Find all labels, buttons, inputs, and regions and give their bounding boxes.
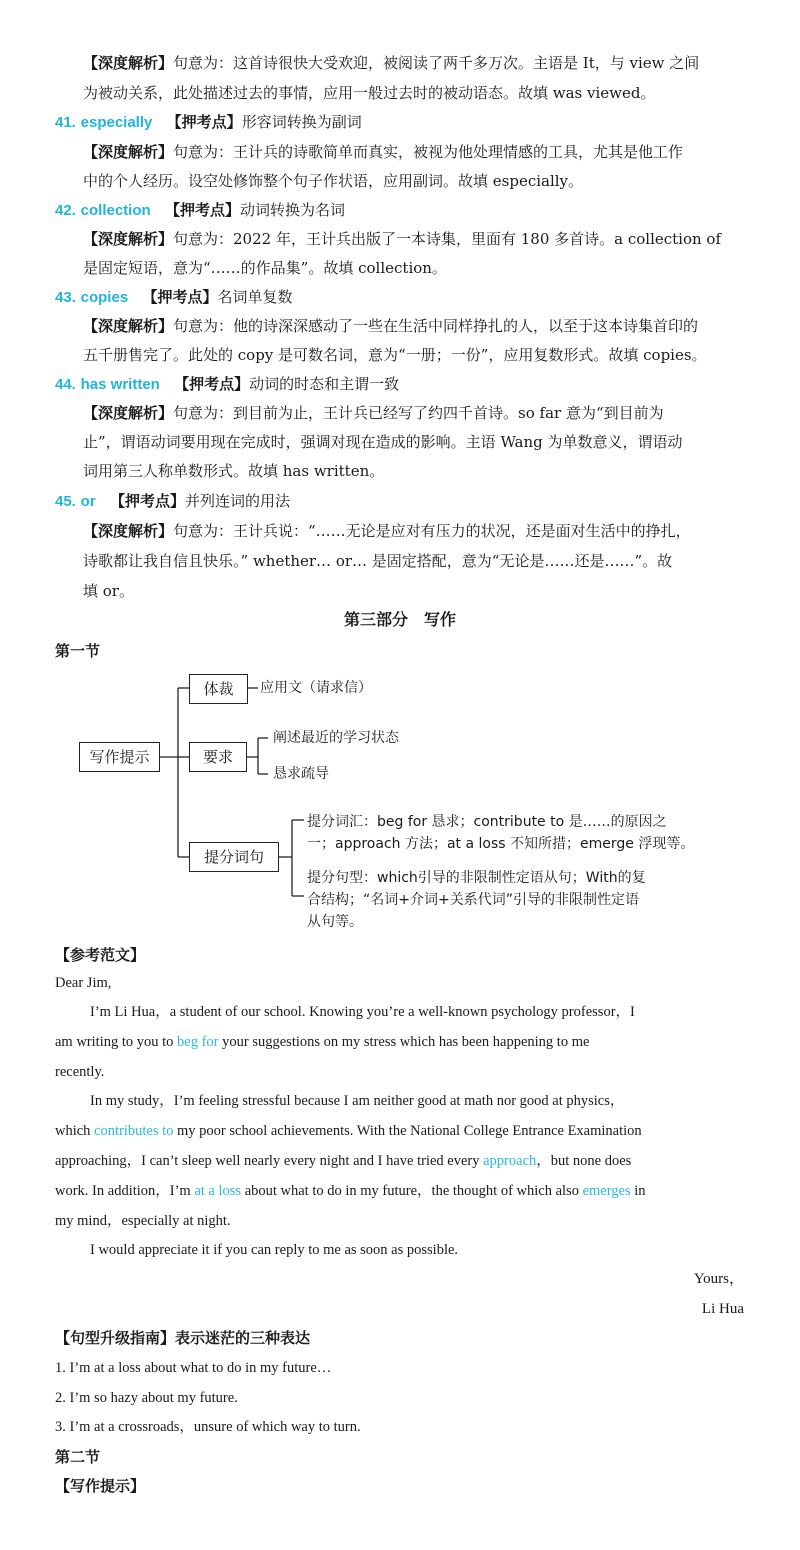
highlight-emerges: emerges (582, 1183, 631, 1199)
item-40-analysis: 【深度解析】句意为：这首诗很快大受欢迎，被阅读了两千多万次。主语是 It，与 view 之间 (83, 54, 700, 72)
diagram-req-box: 要求 (189, 742, 247, 772)
item-40-analysis-line2: 为被动关系，此处描述过去的事情，应用一般过去时的被动语态。故填 was viewed。 (83, 84, 656, 102)
item-44-analysis-line2: 止”，谓语动词要用现在完成时，强调对现在造成的影响。主语 Wang 为单数意义，谓语动 (83, 433, 683, 451)
item-43-analysis: 【深度解析】句意为：他的诗深深感动了一些在生活中同样挣扎的人，以至于这本诗集首印的 (83, 317, 699, 335)
letter-p2-line1: In my study，I’m feeling stressful because I am neither good at math nor good at physics， (90, 1093, 625, 1109)
sample-label: 【参考范文】 (55, 946, 146, 964)
letter-greeting: Dear Jim, (55, 975, 112, 991)
item-42-analysis-line2: 是固定短语，意为“……的作品集”。故填 collection。 (83, 259, 447, 277)
item-45-analysis: 【深度解析】句意为：王计兵说：“……无论是应对有压力的状况，还是面对生活中的挣扎， (83, 522, 691, 540)
item-41-header: 41. especially 【押考点】形容词转换为副词 (55, 113, 362, 131)
letter-p3: I would appreciate it if you can reply to me as soon as possible. (90, 1242, 459, 1258)
item-43-header: 43. copies 【押考点】名词单复数 (55, 288, 293, 306)
guide-heading: 【句型升级指南】表示迷茫的三种表达 (55, 1329, 311, 1347)
item-41-analysis-line2: 中的个人经历。设空处修饰整个句子作状语，应用副词。故填 especially。 (83, 172, 584, 190)
item-44-analysis-line3: 词用第三人称单数形式。故填 has written。 (83, 462, 385, 480)
item-45-header: 45. or 【押考点】并列连词的用法 (55, 492, 290, 510)
letter-p1-line2: am writing to you to beg for your suggestions on my stress which has been happening to me (55, 1034, 590, 1050)
writing-tips-label: 【写作提示】 (55, 1477, 146, 1495)
letter-p2-line3: approaching，I can’t sleep well nearly every night and I have tried every approach，but none does (55, 1153, 632, 1169)
guide-sentence-3: 3. I’m at a crossroads，unsure of which way to turn. (55, 1419, 361, 1435)
section-1-heading: 第一节 (55, 642, 101, 660)
highlight-at-a-loss: at a loss (194, 1183, 242, 1199)
diagram-req-1: 阐述最近的学习状态 (273, 730, 399, 746)
diagram-vocab-line1: 提分词汇：beg for 恳求；contribute to 是……的原因之 (307, 814, 667, 830)
item-44-header: 44. has written 【押考点】动词的时态和主谓一致 (55, 375, 400, 393)
item-41-analysis: 【深度解析】句意为：王计兵的诗歌简单而真实，被视为他处理情感的工具，尤其是他工作 (83, 143, 684, 161)
item-45-analysis-line3: 填 or。 (83, 582, 134, 600)
diagram-req-2: 恳求疏导 (273, 766, 329, 782)
item-42-analysis: 【深度解析】句意为：2022 年，王计兵出版了一本诗集，里面有 180 多首诗。a collection of (83, 230, 722, 248)
diagram-root-box: 写作提示 (79, 742, 160, 772)
diagram-sent-line3: 从句等。 (307, 914, 363, 930)
diagram-score-box: 提分词句 (189, 842, 279, 872)
letter-p2-line2: which contributes to my poor school achievements. With the National College Entrance Examination (55, 1123, 642, 1139)
highlight-beg-for: beg for (177, 1034, 219, 1050)
letter-closing: Yours， (693, 1271, 744, 1287)
item-45-analysis-line2: 诗歌都让我自信且快乐。” whether… or… 是固定搭配，意为“无论是……还是……”。故 (83, 552, 673, 570)
letter-p2-line4: work. In addition，I’m at a loss about what to do in my future，the thought of which also emerges in (55, 1183, 646, 1199)
guide-sentence-2: 2. I’m so hazy about my future. (55, 1390, 238, 1406)
item-42-header: 42. collection 【押考点】动词转换为名词 (55, 201, 345, 219)
letter-signature: Li Hua (701, 1301, 744, 1317)
diagram-vocab-line2: 一；approach 方法；at a loss 不知所措；emerge 浮现等。 (307, 836, 695, 852)
part-title: 第三部分 写作 (343, 610, 456, 629)
guide-sentence-1: 1. I’m at a loss about what to do in my future… (55, 1360, 332, 1376)
diagram-genre-box: 体裁 (189, 674, 248, 704)
item-44-analysis: 【深度解析】句意为：到目前为止，王计兵已经写了约四千首诗。so far 意为“到目前为 (83, 404, 664, 422)
letter-p1-line1: I’m Li Hua，a student of our school. Knowing you’re a well-known psychology professor，I (90, 1004, 635, 1020)
diagram-genre-value: 应用文（请求信） (260, 680, 372, 696)
highlight-approach: approach (483, 1153, 537, 1169)
letter-p2-line5: my mind，especially at night. (55, 1213, 231, 1229)
diagram-sent-line1: 提分句型：which引导的非限制性定语从句；With的复 (307, 870, 646, 886)
letter-p1-line3: recently. (55, 1064, 105, 1080)
section-2-heading: 第二节 (55, 1448, 101, 1466)
item-43-analysis-line2: 五千册售完了。此处的 copy 是可数名词，意为“一册；一份”，应用复数形式。故填 copies。 (83, 346, 707, 364)
diagram-sent-line2: 合结构；“名词+介词+关系代词”引导的非限制性定语 (307, 892, 639, 908)
highlight-contributes-to: contributes to (94, 1123, 174, 1139)
